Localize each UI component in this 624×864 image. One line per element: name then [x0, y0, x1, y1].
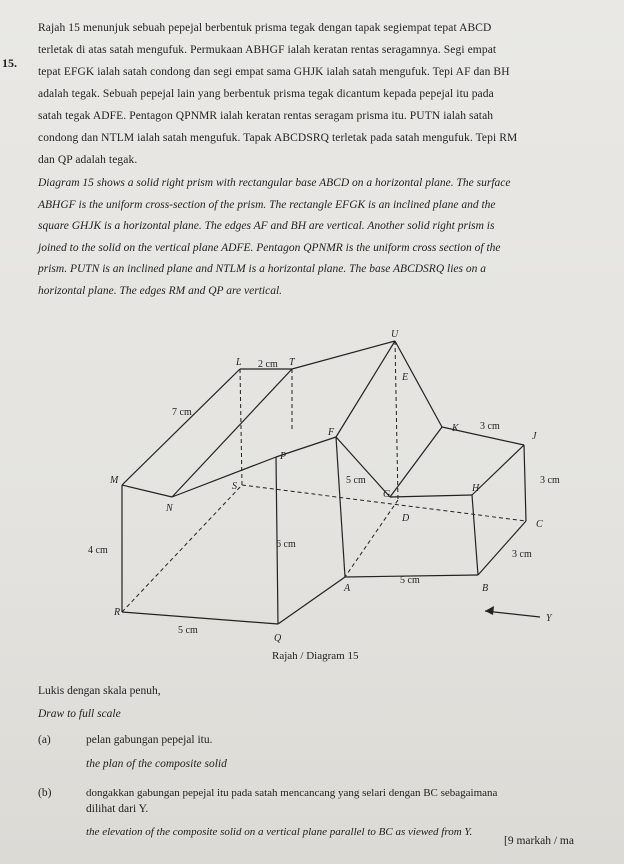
label-H: H	[472, 483, 480, 494]
edge-RQ	[122, 612, 278, 624]
dim-RQ: 5 cm	[178, 625, 198, 636]
malay-line: tepat EFGK ialah satah condong dan segi empat sama GHJK ialah satah mengufuk. Tepi AF dan BH	[38, 66, 510, 78]
label-P: P	[280, 451, 287, 462]
edge-NP	[172, 457, 276, 497]
question-text-malay	[38, 17, 618, 171]
english-line: horizontal plane. The edges RM and QP are vertical.	[38, 284, 283, 297]
label-G: G	[383, 489, 391, 500]
dim-FG: 5 cm	[346, 475, 366, 486]
dim-ML: 7 cm	[172, 407, 192, 418]
edge-GH	[390, 495, 472, 497]
diagram-caption: Rajah / Diagram 15	[272, 650, 359, 662]
edge-MN	[122, 485, 172, 497]
edge-QA	[278, 577, 345, 624]
edge-NT	[172, 369, 292, 497]
label-B: B	[482, 583, 489, 594]
edge-EK	[395, 341, 442, 427]
label-U: U	[391, 329, 399, 340]
malay-line: condong dan NTLM ialah satah mengufuk. Tapak ABCDSRQ terletak pada satah mengufuk. Tepi RM	[38, 132, 518, 144]
hidden-edge-ED	[395, 341, 398, 500]
dim-KJ: 3 cm	[480, 421, 500, 432]
english-line: Diagram 15 shows a solid right prism with rectangular base ABCD on a horizontal plane. The surface	[38, 177, 511, 189]
edge-HJ	[472, 445, 524, 495]
malay-line: terletak di atas satah mengufuk. Permukaan ABHGF ialah keratan rentas seragamnya. Segi empat	[38, 44, 497, 56]
diagram-svg	[80, 325, 600, 665]
edge-ML	[122, 369, 240, 485]
part-b-english: the elevation of the composite solid on a vertical plane parallel to BC as viewed from Y.	[86, 826, 473, 838]
malay-line: adalah tegak. Sebuah pepejal lain yang berbentuk prisma tegak dicantum kepada pepejal itu pada	[38, 88, 494, 100]
label-A: A	[344, 583, 351, 594]
edge-HB	[472, 495, 478, 575]
label-E: E	[402, 372, 409, 383]
label-D: D	[402, 513, 410, 524]
label-J: J	[532, 431, 537, 442]
label-C: C	[536, 519, 543, 530]
hidden-edge-LS	[240, 369, 242, 485]
instruction-draw-english: Draw to full scale	[38, 708, 121, 720]
hidden-edge-RS	[122, 485, 242, 612]
malay-line: Rajah 15 menunjuk sebuah pepejal berbentuk prisma tegak dengan tapak segiempat tepat ABCD	[38, 22, 492, 34]
label-T: T	[289, 357, 295, 368]
label-K: K	[452, 423, 459, 434]
part-a-label: (a)	[38, 734, 51, 746]
question-text-english	[38, 173, 618, 302]
edge-FA	[336, 437, 345, 577]
edge-JC	[524, 445, 526, 521]
english-line: square GHJK is a horizontal plane. The edges AF and BH are vertical. Another solid right prism is	[38, 220, 495, 232]
malay-line: dan QP adalah tegak.	[38, 154, 138, 166]
marks-allocation: [9 markah / ma	[504, 835, 574, 847]
dim-PQ: 6 cm	[276, 539, 296, 550]
view-arrow-head	[485, 606, 494, 615]
question-number: 15.	[2, 56, 17, 70]
label-Q: Q	[274, 633, 282, 644]
part-b-label: (b)	[38, 787, 52, 799]
label-L: L	[236, 357, 242, 368]
edge-BC	[478, 521, 526, 575]
part-a-english: the plan of the composite solid	[86, 758, 227, 770]
dim-AB: 5 cm	[400, 575, 420, 586]
edge-TU	[292, 341, 395, 369]
label-R: R	[114, 607, 121, 618]
dim-CB: 3 cm	[512, 549, 532, 560]
dim-RM: 4 cm	[88, 545, 108, 556]
label-N: N	[166, 503, 173, 514]
edge-FG	[336, 437, 390, 497]
english-line: joined to the solid on the vertical plane ADFE. Pentagon QPNMR is the uniform cross section of the	[38, 241, 501, 254]
edge-FE	[336, 341, 395, 437]
english-line: ABHGF is the uniform cross-section of the prism. The rectangle EFGK is an inclined plane and the	[38, 198, 496, 211]
part-b-malay-2: dilihat dari Y.	[86, 803, 149, 815]
label-M: M	[110, 475, 119, 486]
hidden-edge-DA	[345, 500, 398, 577]
composite-solid-diagram	[80, 325, 600, 665]
malay-line: satah tegak ADFE. Pentagon QPNMR ialah keratan rentas seragam prisma itu. PUTN ialah satah	[38, 110, 494, 122]
edge-GK	[390, 427, 442, 497]
part-a-malay: pelan gabungan pepejal itu.	[86, 734, 213, 746]
english-line: prism. PUTN is an inclined plane and NTLM is a horizontal plane. The base ABCDSRQ lies on a	[38, 263, 486, 275]
instruction-draw-malay: Lukis dengan skala penuh,	[38, 685, 161, 697]
label-S: S	[232, 481, 237, 492]
dim-JC: 3 cm	[540, 475, 560, 486]
part-b-malay: dongakkan gabungan pepejal itu pada satah mencancang yang selari dengan BC sebagaimana	[86, 787, 498, 799]
label-F: F	[328, 427, 335, 438]
label-Y: Y	[546, 613, 552, 624]
dim-LT: 2 cm	[258, 359, 278, 370]
